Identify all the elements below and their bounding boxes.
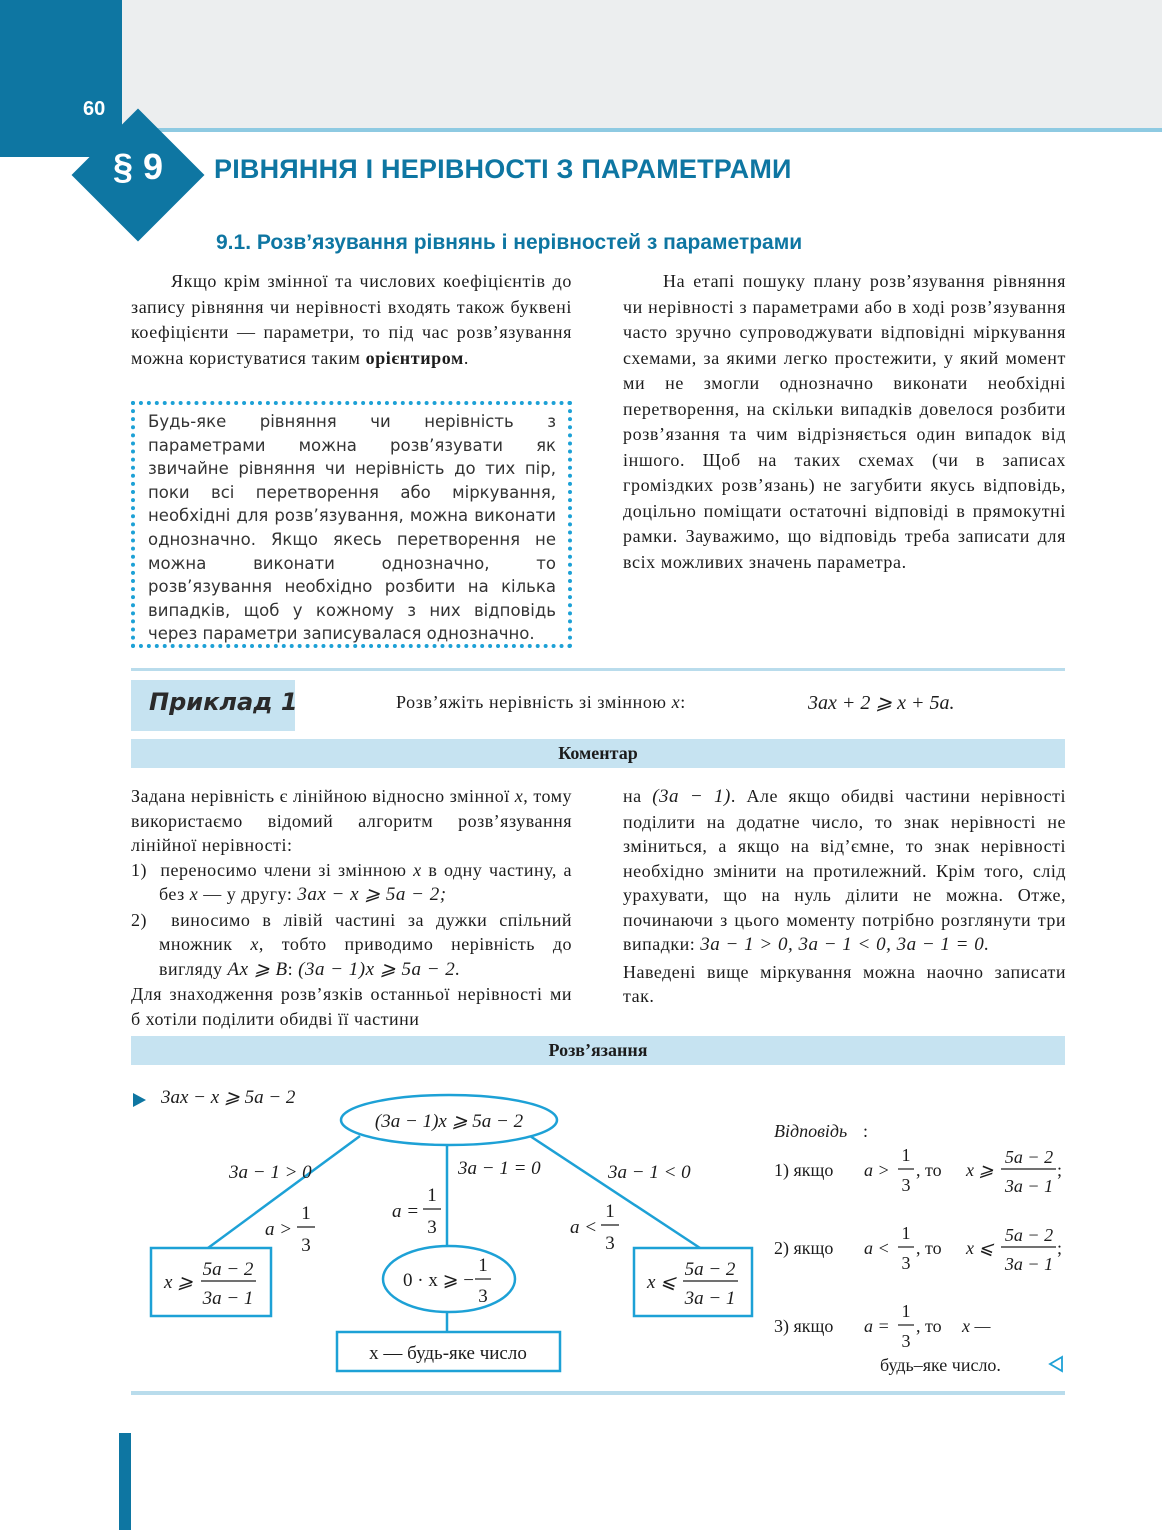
answer-1-then: , то: [916, 1160, 942, 1180]
answer-2-a: a <: [864, 1238, 890, 1258]
answer-3-frac-num: 1: [901, 1301, 911, 1321]
step-1-text: переносимо члени зі змінною: [160, 859, 407, 880]
step-1-number: 1): [131, 859, 147, 880]
chapter-title: РІВНЯННЯ І НЕРІВНОСТІ З ПАРАМЕТРАМИ: [214, 154, 792, 184]
answer-1-frac-den: 3: [901, 1175, 911, 1195]
answer-2-x: x ⩽: [966, 1238, 994, 1258]
answer-3-a: a =: [864, 1316, 890, 1336]
cond-mid-den: 3: [427, 1217, 437, 1238]
comment-header: Коментар: [131, 739, 1065, 768]
answer-2-then: , то: [916, 1238, 942, 1258]
subsection-title: 9.1. Розв’язування рівнянь і нерівностей з параметрами: [216, 231, 803, 254]
step-2-colon: :: [287, 958, 294, 979]
comment-intro-var: x: [514, 786, 524, 806]
section-number: § 9: [112, 146, 164, 187]
example-label: Приклад 1: [149, 688, 298, 716]
task-var: x: [671, 692, 681, 712]
page-number: 60: [83, 98, 106, 120]
first-line: 3ax − x ⩾ 5a − 2: [161, 1087, 296, 1108]
answer-2-den-expr: 3a − 1: [1004, 1254, 1054, 1274]
three-cases: 3a − 1 > 0, 3a − 1 < 0, 3a − 1 = 0.: [700, 934, 990, 955]
answer-2-semicolon: ;: [1057, 1238, 1063, 1258]
step-1-formula: 3ax − x ⩾ 5a − 2;: [297, 884, 447, 905]
right-paragraph: На етапі пошуку плану розв’язування рівняння чи нерівності з параметрами або в ході розв’язування часто зручно супроводжувати відповідні міркування схемами, за якими легко простежити, у який момент ми не змогли однозначно виконати необхідні перетворення, на скільки випадків довелося розбити розв’язання та чим відрізняється один випадок від іншого. Щоб на таких схемах (чи в записах громіздких розв’язань) не загубити якусь відповідь, доцільно поміщати остаточні відповіді в прямокутні рамки. Зауважимо, що відповідь треба записати для всіх можливих значень параметра.: [623, 271, 1066, 572]
branch-mid-label: 3a − 1 = 0: [458, 1158, 541, 1179]
answer-1-x: x ⩾: [966, 1160, 994, 1180]
right-box-den: 3a − 1: [684, 1288, 736, 1309]
answer-2-frac-den: 3: [901, 1253, 911, 1273]
cond-right-num: 1: [605, 1201, 615, 1222]
answer-2-num: 2) якщо: [774, 1238, 834, 1258]
cond-mid-a: a =: [392, 1201, 420, 1222]
answer-3-tail: будь–яке число.: [880, 1355, 1001, 1375]
answer-3-num: 3) якщо: [774, 1316, 834, 1336]
answer-1-frac-num: 1: [901, 1145, 911, 1165]
left-box-num: 5a − 2: [202, 1259, 254, 1280]
mid-box-text: x — будь-яке число: [369, 1343, 527, 1364]
answer-3-then: , то: [916, 1316, 942, 1336]
right-para-text: на: [623, 786, 642, 806]
step-1-var2: x: [189, 884, 199, 904]
step-2-var: x: [250, 934, 259, 954]
answer-2-frac-num: 1: [901, 1223, 911, 1243]
answer-panel: [774, 1121, 1062, 1375]
answer-1-num: 1) якщо: [774, 1160, 834, 1180]
comment-conclusion: Для знаходження розв’язків останньої нерівності ми б хотіли поділити обидві її частини: [131, 984, 572, 1029]
mid-ellipse-text: 0 · x ⩾ −: [403, 1270, 474, 1291]
mid-ellipse-den: 3: [478, 1286, 488, 1307]
task-colon: :: [680, 692, 686, 712]
cond-right-a: a <: [570, 1217, 598, 1238]
comment-right-para-2: Наведені вище міркування можна наочно записати так.: [623, 961, 1066, 1006]
step-2-text2: , тобто приводимо нерівність до вигляду: [159, 934, 573, 979]
answer-1-den-expr: 3a − 1: [1004, 1176, 1054, 1196]
task-text: Розв’яжіть нерівність зі змінною: [396, 692, 667, 712]
root-text: (3a − 1)x ⩾ 5a − 2: [374, 1111, 524, 1132]
intro-text: Якщо крім змінної та числових коефіцієнтів до запису рівняння чи нерівності входять також буквені коефіцієнти — параметри, то під час розв’язування можна користуватися таким: [131, 271, 572, 368]
end-of-solution-icon: [1050, 1357, 1062, 1371]
answer-1-a: a >: [864, 1160, 890, 1180]
step-1-var: x: [413, 859, 422, 880]
branch-left-label: 3a − 1 > 0: [229, 1162, 312, 1183]
cond-right: [570, 1201, 619, 1254]
step-1-text3: — у другу:: [203, 884, 293, 904]
cond-mid-num: 1: [427, 1185, 437, 1206]
guideline-text: Будь-яке рівняння чи нерівність з параметрами можна розв’язувати як звичайне рівняння чи нерівність до тих пір, поки всі перетворення або міркування, необхідні для розв’язування, можна виконати однозначно. Якщо якесь перетворення не можна виконати однозначно, то розв’язування необхідно розбити на кілька випадків, щоб у кожному з них відповідь через параметри записувалася однозначно.: [148, 412, 556, 644]
step-2-text: виносимо в лівій частині за дужки спільний множник: [159, 909, 572, 954]
right-box-x: x ⩽: [647, 1272, 677, 1293]
comment-intro-text2: , тому використаємо відомий алгоритм розв’язування лінійної нерівності:: [131, 786, 572, 855]
step-1-text2: в одну частину, а без: [159, 859, 573, 904]
task-formula: 3ax + 2 ⩾ x + 5a.: [808, 692, 955, 714]
step-2-form: Ax ⩾ B: [227, 958, 288, 980]
cond-left-den: 3: [301, 1235, 311, 1256]
answer-1-semicolon: ;: [1057, 1160, 1063, 1180]
cond-left: [265, 1203, 315, 1256]
left-box-den: 3a − 1: [202, 1288, 254, 1309]
solution-start-icon: [133, 1093, 146, 1107]
answer-3-x: x —: [962, 1316, 991, 1336]
answer-3-frac-den: 3: [901, 1331, 911, 1351]
step-2-formula: (3a − 1)x ⩾ 5a − 2.: [298, 958, 461, 980]
cond-left-a: a >: [265, 1219, 293, 1240]
left-box-x: x ⩾: [164, 1272, 194, 1293]
right-para-formula: (3a − 1): [652, 786, 731, 807]
comment-intro-text: Задана нерівність є лінійною відносно змінної: [131, 786, 510, 806]
answer-title: Відповідь: [774, 1121, 848, 1141]
mid-ellipse-num: 1: [478, 1255, 488, 1276]
intro-end: .: [463, 347, 470, 368]
right-box-num: 5a − 2: [684, 1259, 736, 1280]
cond-mid: [392, 1185, 441, 1238]
intro-emphasis: орієнтиром: [365, 347, 464, 368]
connector-right: [530, 1136, 700, 1248]
solution-header: Розв’язання: [131, 1036, 1065, 1065]
section-rule-bottom: [131, 1391, 1065, 1395]
right-para-text2: . Але якщо обидві частини нерівності поділити на додатне число, то знак нерівності не зміниться, а якщо на від’ємне, то знак нерівності необхідно змінити на протилежний. Крім того, слід урахувати, що на нуль ділити не можна. Отже, починаючи з цього моменту потрібно розглянути три випадки:: [623, 786, 1066, 954]
cond-left-num: 1: [301, 1203, 311, 1224]
answer-1-num-expr: 5a − 2: [1004, 1147, 1054, 1167]
step-2-number: 2): [131, 909, 147, 930]
answer-colon: :: [863, 1121, 869, 1141]
cond-right-den: 3: [605, 1233, 615, 1254]
answer-2-num-expr: 5a − 2: [1004, 1225, 1054, 1245]
branch-right-label: 3a − 1 < 0: [608, 1162, 691, 1183]
page-edge-accent: [119, 1433, 131, 1530]
